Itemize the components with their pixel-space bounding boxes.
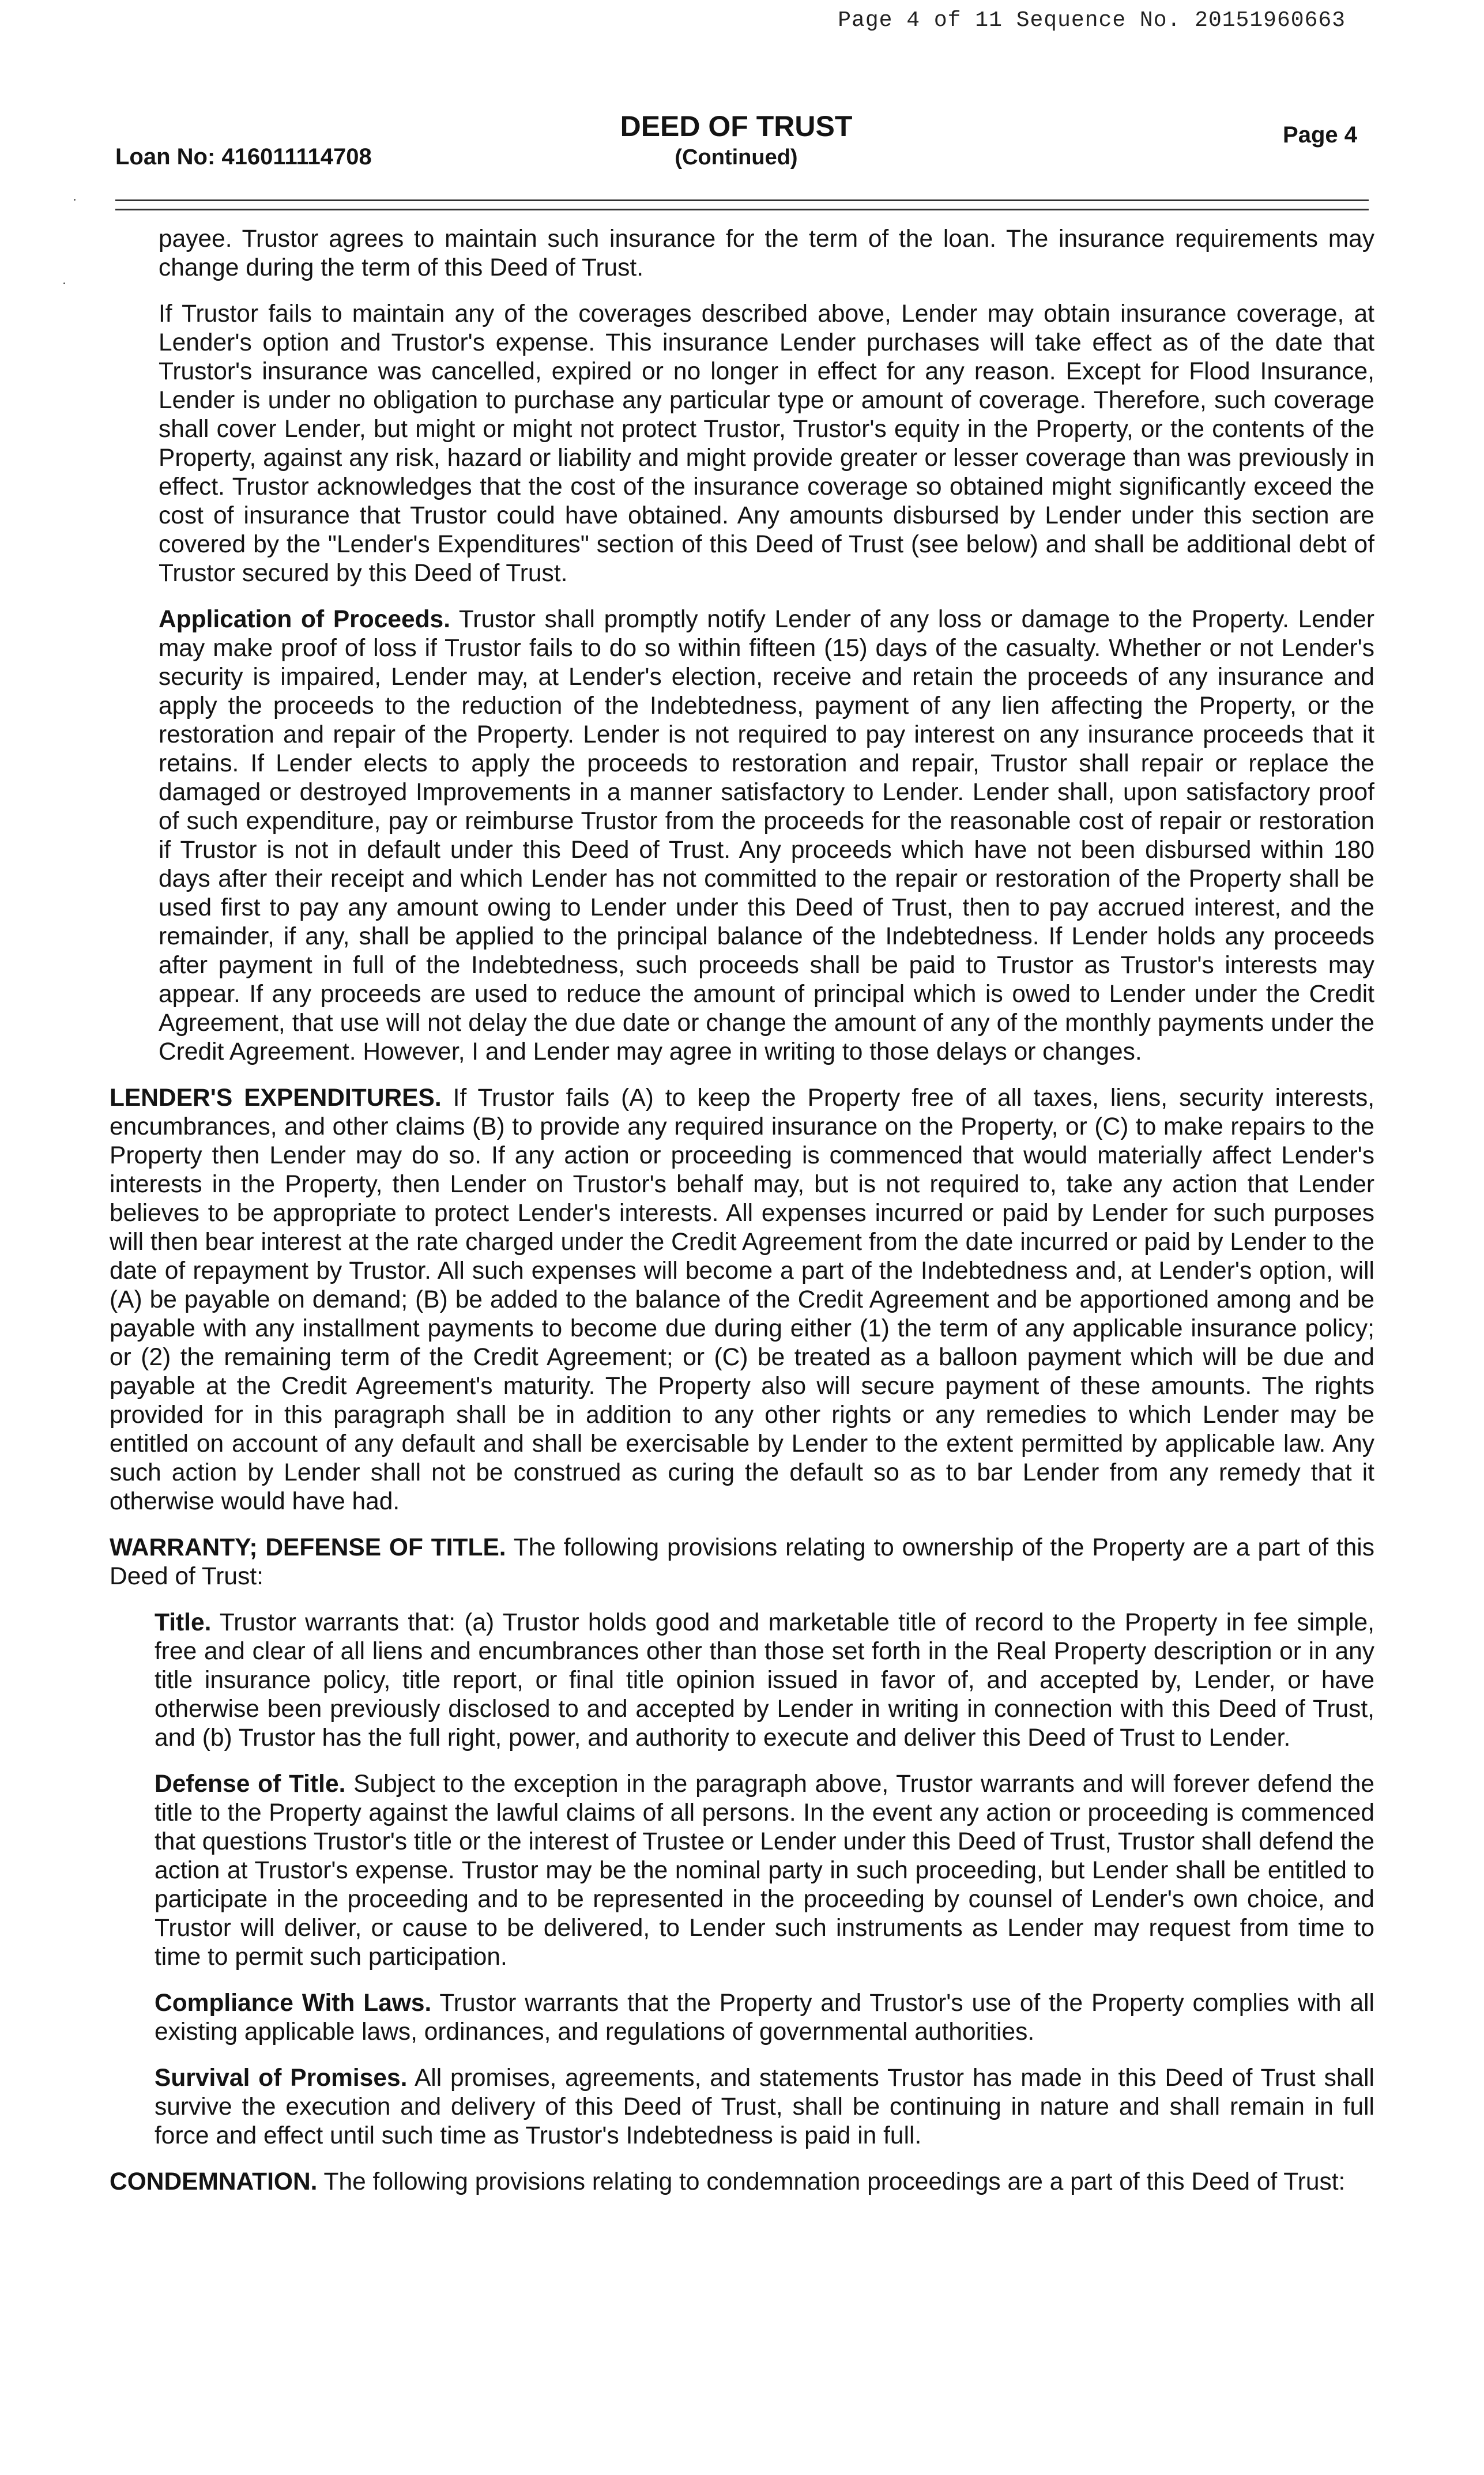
text-condemnation: The following provisions relating to condemnation proceedings are a part of this Deed of Trust: (323, 2168, 1346, 2195)
heading-survival-of-promises: Survival of Promises. (155, 2065, 408, 2092)
text-warranty-defense-of-title: The following provisions relating to ownership of the Property are a part of this Deed of Trust: (110, 1534, 1374, 1590)
heading-lenders-expenditures: LENDER'S EXPENDITURES. (110, 1084, 442, 1112)
paragraph-warranty-defense-of-title (110, 1534, 1374, 1591)
paragraph-defense-of-title (155, 1770, 1374, 1972)
title-block (115, 110, 1357, 170)
document-body (110, 225, 1374, 2214)
heading-condemnation: CONDEMNATION. (110, 2168, 318, 2195)
text-survival-of-promises: All promises, agreements, and statements Trustor has made in this Deed of Trust shall survive the execution and delivery of this Deed of Trust, shall be continuing in nature and shall remain in full force and effect until such time as Trustor's Indebtedness is paid in full. (155, 2065, 1374, 2149)
heading-title: Title. (155, 1609, 212, 1636)
paragraph-lenders-expenditures (110, 1084, 1374, 1516)
text-defense-of-title: Subject to the exception in the paragraph above, Trustor warrants and will forever defend the title to the Property against the lawful claims of all persons. In the event any action or proceeding is commenced that questions Trustor's title or the interest of Trustee or Lender under this Deed of Trust, Trustor shall defend the action at Trustor's expense. Trustor may be the nominal party in such proceeding, but Lender shall be entitled to participate in the proceeding and to be represented in the proceeding by counsel of Lender's own choice, and Trustor will deliver, or cause to be delivered, to Lender such instruments as Lender may request from time to time to permit such participation. (155, 1770, 1374, 1971)
loan-number: Loan No: 416011114708 (115, 144, 372, 169)
scan-speck (63, 282, 65, 284)
heading-warranty-defense-of-title: WARRANTY; DEFENSE OF TITLE. (110, 1534, 506, 1561)
paragraph-compliance-with-laws (155, 1989, 1374, 2047)
document-header (115, 110, 1357, 184)
text-lenders-expenditures: If Trustor fails (A) to keep the Property free of all taxes, liens, security interests, encumbrances, and other claims (B) to provide any required insurance on the Property, or (C) to make repairs to the Property then Lender may do so. If any action or proceeding is commenced that would materially affect Lender's interests in the Property, then Lender on Trustor's behalf may, but is not required to, take any action that Lender believes to be appropriate to protect Lender's interests. All expenses incurred or paid by Lender for such purposes will then bear interest at the rate charged under the Credit Agreement from the date incurred or paid by Lender to the date of repayment by Trustor. All such expenses will become a part of the Indebtedness and, at Lender's option, will (A) be payable on demand; (B) be added to the balance of the Credit Agreement and be apportioned among and be payable with any installment payments to become due during either (1) the term of any applicable insurance policy; or (2) the remaining term of the Credit Agreement; or (C) be treated as a balloon payment which will be due and payable at the Credit Agreement's maturity. The Property also will secure payment of these amounts. The rights provided for in this paragraph shall be in addition to any other rights or any remedies to which Lender may be entitled on account of any default and shall be exercisable by Lender to the extent permitted by applicable law. Any such action by Lender shall not be construed as curing the default so as to bar Lender from any remedy that it otherwise would have had. (110, 1084, 1375, 1515)
document-subtitle: (Continued) (675, 145, 798, 169)
heading-defense-of-title: Defense of Title. (155, 1770, 346, 1798)
text-compliance-with-laws: Trustor warrants that the Property and Trustor's use of the Property complies with all existing applicable laws, ordinances, and regulations of governmental authorities. (155, 1990, 1374, 2045)
paragraph-title (155, 1608, 1374, 1753)
text-application-of-proceeds: Trustor shall promptly notify Lender of any loss or damage to the Property. Lender may make proof of loss if Trustor fails to do so within fifteen (15) days of the casualty. Whether or not Lender's security is impaired, Lender may, at Lender's election, receive and retain the proceeds of any insurance and apply the proceeds to the reduction of the Indebtedness, payment of any lien affecting the Property, or the restoration and repair of the Property. Lender is not required to pay interest on any insurance proceeds that it retains. If Lender elects to apply the proceeds to restoration and repair, Trustor shall repair or replace the damaged or destroyed Improvements in a manner satisfactory to Lender. Lender shall, upon satisfactory proof of such expenditure, pay or reimburse Trustor from the proceeds for the reasonable cost of repair or restoration if Trustor is not in default under this Deed of Trust. Any proceeds which have not been disbursed within 180 days after their receipt and which Lender has not committed to the repair or restoration of the Property shall be used first to pay any amount owing to Lender under this Deed of Trust, then to pay accrued interest, and the remainder, if any, shall be applied to the principal balance of the Indebtedness. If Lender holds any proceeds after payment in full of the Indebtedness, such proceeds shall be paid to Trustor as Trustor's interests may appear. If any proceeds are used to reduce the amount of principal which is owed to Lender under the Credit Agreement, that use will not delay the due date or change the amount of any of the monthly payments under the Credit Agreement. However, I and Lender may agree in writing to those delays or changes. (159, 606, 1374, 1065)
page-number: Page 4 (1283, 122, 1357, 148)
scan-speck (74, 199, 76, 201)
text-title: Trustor warrants that: (a) Trustor holds good and marketable title of record to the Property in fee simple, free and clear of all liens and encumbrances other than those set forth in the Real Property description or in any title insurance policy, title report, or final title opinion issued in favor of, and accepted by, Lender, or have otherwise been previously disclosed to and accepted by Lender in writing in connection with this Deed of Trust, and (b) Trustor has the full right, power, and authority to execute and deliver this Deed of Trust to Lender. (155, 1609, 1374, 1751)
heading-compliance-with-laws: Compliance With Laws. (155, 1990, 432, 2017)
heading-application-of-proceeds: Application of Proceeds. (159, 606, 450, 633)
header-rule-top (115, 199, 1369, 201)
paragraph-insurance-term: payee. Trustor agrees to maintain such insurance for the term of the loan. The insurance requirements may change during the term of this Deed of Trust. (159, 225, 1374, 281)
paragraph-survival-of-promises (155, 2064, 1374, 2150)
document-title: DEED OF TRUST (620, 110, 853, 142)
header-rule-bottom (115, 209, 1369, 210)
paragraph-application-of-proceeds (159, 605, 1374, 1067)
page-sequence-stamp: Page 4 of 11 Sequence No. 20151960663 (838, 8, 1346, 33)
paragraph-condemnation (110, 2168, 1374, 2197)
paragraph-lender-insurance: If Trustor fails to maintain any of the coverages described above, Lender may obtain insurance coverage, at Lender's option and Trustor's expense. This insurance Lender purchases will take effect as of the date that Trustor's insurance was cancelled, expired or no longer in effect for any reason. Except for Flood Insurance, Lender is under no obligation to purchase any particular type or amount of coverage. Therefore, such coverage shall cover Lender, but might or might not protect Trustor, Trustor's equity in the Property, or the contents of the Property, against any risk, hazard or liability and might provide greater or lesser coverage than was previously in effect. Trustor acknowledges that the cost of the insurance coverage so obtained might significantly exceed the cost of insurance that Trustor could have obtained. Any amounts disbursed by Lender under this section are covered by the "Lender's Expenditures" section of this Deed of Trust (see below) and shall be additional debt of Trustor secured by this Deed of Trust. (159, 300, 1374, 587)
